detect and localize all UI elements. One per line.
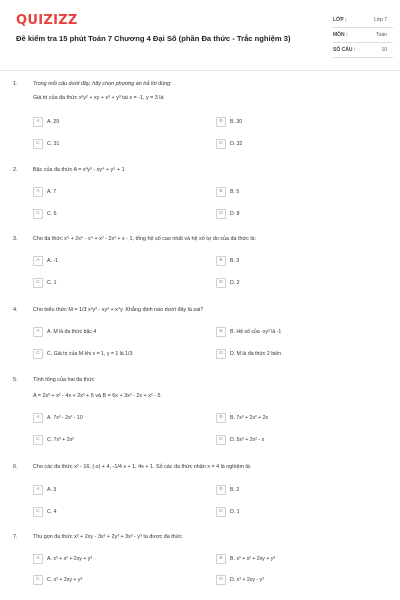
meta-question-count-value: 10 bbox=[381, 47, 387, 53]
option-text: A. M là đa thức bậc 4 bbox=[47, 329, 97, 335]
question-number: 6. bbox=[13, 464, 18, 470]
option-text: C. 31 bbox=[47, 141, 60, 147]
option-letter-box[interactable]: B bbox=[216, 485, 226, 495]
option-text: B. 30 bbox=[230, 119, 243, 125]
meta-class bbox=[333, 14, 393, 28]
option-letter-box[interactable]: D bbox=[216, 278, 226, 288]
question-text: Giá trị của đa thức x²y² + xy + x³ + y³ tại x = -1, y = 3 là bbox=[33, 95, 164, 101]
option-letter-box[interactable]: B bbox=[216, 117, 226, 127]
option-text: D. 2 bbox=[230, 280, 240, 286]
quizizz-logo: QUIZIZZ bbox=[16, 13, 78, 28]
option-letter-box[interactable]: B bbox=[216, 554, 226, 564]
option-letter-box[interactable]: B bbox=[216, 413, 226, 423]
option-text: C. 6 bbox=[47, 211, 57, 217]
question-text: Cho biểu thức M = 1/3 x²y³ - xy³ + x⁴y. Khẳng định nào dưới đây là sai? bbox=[33, 307, 204, 313]
option-text: B. 5 bbox=[230, 189, 240, 195]
option-text: A. 3 bbox=[47, 487, 57, 493]
option-letter-box[interactable]: D bbox=[216, 575, 226, 585]
option-text: D. 1 bbox=[230, 509, 240, 515]
option-letter-box[interactable]: D bbox=[216, 435, 226, 445]
option-text: D. 5x³ + 2x² - x bbox=[230, 437, 265, 443]
meta-question-count bbox=[333, 44, 393, 58]
header-divider bbox=[0, 70, 400, 71]
option-letter-box[interactable]: C bbox=[33, 209, 43, 219]
question-number: 7. bbox=[13, 534, 18, 540]
option-letter-box[interactable]: A bbox=[33, 256, 43, 266]
option-text: D. x³ + 2xy - y³ bbox=[230, 577, 264, 583]
option-text: C. Giá trị của M khi x = 1, y = 1 là 1/3 bbox=[47, 351, 133, 357]
option-text: D. 32 bbox=[230, 141, 243, 147]
option-letter-box[interactable]: D bbox=[216, 349, 226, 359]
option-letter-box[interactable]: A bbox=[33, 485, 43, 495]
option-text: C. x³ + 2xy + y³ bbox=[47, 577, 83, 583]
option-text: A. 7x³ - 2x² - 10 bbox=[47, 415, 83, 421]
meta-subject bbox=[333, 29, 393, 43]
option-letter-box[interactable]: B bbox=[216, 256, 226, 266]
option-letter-box[interactable]: D bbox=[216, 139, 226, 149]
question-text: Cho đa thức x⁵ + 2x⁵ - x⁴ + x² - 2x³ + x - 1, tổng hệ số cao nhất và hệ số tự do của đa thức là: bbox=[33, 236, 257, 242]
option-text: A. 29 bbox=[47, 119, 60, 125]
question-text-line2: A = 2x³ + x² - 4x + 2x³ + 5 và B = 6x + 3x³ - 2x + x² - 5 bbox=[33, 393, 161, 399]
meta-subject-label: MÔN : bbox=[333, 32, 348, 38]
option-letter-box[interactable]: B bbox=[216, 187, 226, 197]
question-number: 1. bbox=[13, 81, 18, 87]
question-number: 4. bbox=[13, 307, 18, 313]
option-letter-box[interactable]: D bbox=[216, 507, 226, 517]
option-letter-box[interactable]: C bbox=[33, 349, 43, 359]
question-number: 2. bbox=[13, 167, 18, 173]
option-letter-box[interactable]: A bbox=[33, 554, 43, 564]
option-text: C. 4 bbox=[47, 509, 57, 515]
option-letter-box[interactable]: B bbox=[216, 327, 226, 337]
meta-class-label: LỚP : bbox=[333, 17, 347, 23]
question-text: Cho các đa thức x² - 16, (-x) + 4, -1/4 x + 1, 4x + 1. Số các đa thức nhận x = 4 là nghiệm là: bbox=[33, 464, 252, 470]
option-text: B. 3 bbox=[230, 258, 240, 264]
worksheet-title: Đề kiểm tra 15 phút Toán 7 Chương 4 Đại Số (phần Đa thức - Trắc nghiệm 3) bbox=[16, 34, 291, 43]
option-letter-box[interactable]: D bbox=[216, 209, 226, 219]
option-letter-box[interactable]: C bbox=[33, 139, 43, 149]
meta-question-count-label: SỐ CÂU : bbox=[333, 47, 356, 53]
worksheet-header bbox=[0, 0, 400, 70]
option-letter-box[interactable]: A bbox=[33, 187, 43, 197]
option-letter-box[interactable]: A bbox=[33, 327, 43, 337]
option-text: B. x³ + x² + 2xy + y³ bbox=[230, 556, 276, 562]
option-text: C. 1 bbox=[47, 280, 57, 286]
option-text: A. x³ + x² + 2xy + y³ bbox=[47, 556, 93, 562]
question-text: Bậc của đa thức A = x³y³ - xy⁴ + y⁵ + 1 bbox=[33, 167, 125, 173]
option-text: A. 7 bbox=[47, 189, 57, 195]
option-letter-box[interactable]: C bbox=[33, 507, 43, 517]
meta-class-value: Lớp 7 bbox=[373, 17, 387, 23]
option-letter-box[interactable]: A bbox=[33, 413, 43, 423]
option-text: C. 7x³ + 2x² bbox=[47, 437, 74, 443]
option-text: D. 8 bbox=[230, 211, 240, 217]
option-text: B. 7x³ + 2x² + 2x bbox=[230, 415, 269, 421]
option-letter-box[interactable]: A bbox=[33, 117, 43, 127]
question-text: Tính tổng của hai đa thức bbox=[33, 377, 95, 383]
option-text: A. -1 bbox=[47, 258, 58, 264]
question-text: Thu gọn đa thức x³ + 2xy - 3x³ + 2y³ + 3x³ - y³ ta được đa thức bbox=[33, 534, 183, 540]
question-instruction: Trong mỗi câu dưới đây, hãy chọn phương án trả lời đúng: bbox=[33, 81, 172, 87]
option-text: D. M là đa thức 2 biến bbox=[230, 351, 282, 357]
option-letter-box[interactable]: C bbox=[33, 435, 43, 445]
option-text: B. Hệ số của -xy³ là -1 bbox=[230, 329, 282, 335]
option-letter-box[interactable]: C bbox=[33, 278, 43, 288]
question-number: 3. bbox=[13, 236, 18, 242]
option-text: B. 2 bbox=[230, 487, 240, 493]
meta-subject-value: Toán bbox=[376, 32, 387, 38]
option-letter-box[interactable]: C bbox=[33, 575, 43, 585]
question-number: 5. bbox=[13, 377, 18, 383]
